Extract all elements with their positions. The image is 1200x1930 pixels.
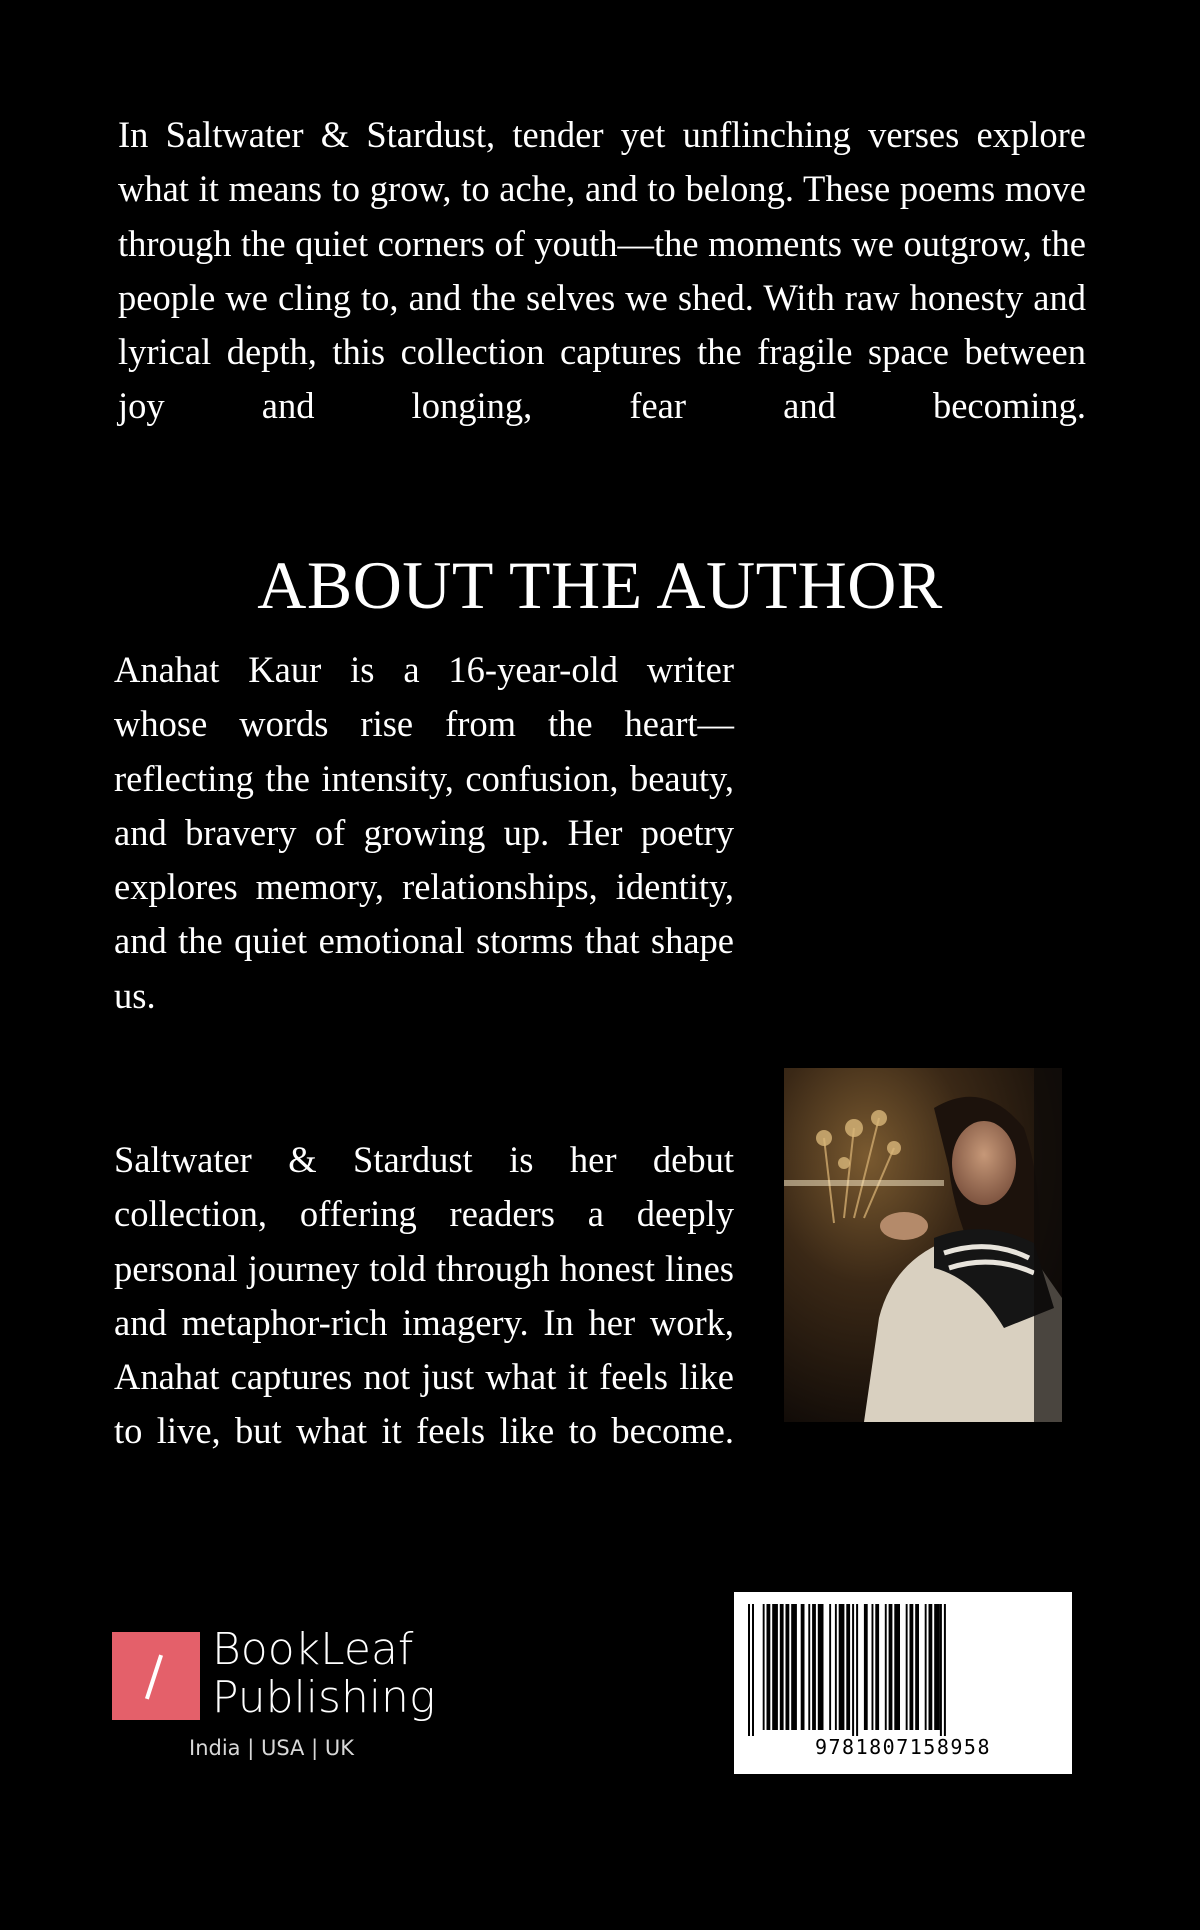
barcode-bar [801, 1604, 805, 1730]
barcode-bar [835, 1604, 837, 1730]
barcode-bar [748, 1604, 750, 1736]
barcode-bar [852, 1604, 854, 1736]
barcode-bar [934, 1604, 940, 1730]
author-photo [784, 1068, 1062, 1422]
barcode-bar [910, 1604, 914, 1730]
barcode-bar [846, 1604, 850, 1730]
barcode-bar [894, 1604, 900, 1730]
isbn-barcode [734, 1592, 1072, 1774]
barcode-bar [812, 1604, 816, 1730]
barcode-bar [856, 1604, 858, 1736]
publisher-name [212, 1626, 435, 1722]
barcode-bar [829, 1604, 831, 1730]
back-cover-blurb [118, 108, 1086, 434]
barcode-bar [864, 1604, 868, 1730]
barcode-bar [780, 1604, 784, 1730]
barcode-bar [875, 1604, 879, 1730]
barcode-bar [772, 1604, 778, 1730]
barcode-bar [889, 1604, 893, 1730]
author-bio-paragraph-2 [114, 1133, 734, 1459]
about-author-heading: ABOUT THE AUTHOR [257, 547, 943, 623]
barcode-bar [944, 1604, 946, 1736]
publisher-regions: India | USA | UK [189, 1736, 354, 1760]
barcode-bar [915, 1604, 919, 1730]
blurb-text: In Saltwater & Stardust, tender yet unflinching verses explore what it means to grow, to ache, and to belong. These poems move through the quiet corners of youth—the moments we outgrow, the people we cling to, and the selves we shed. With raw honesty and lyrical depth, this collection captures the fragile space between joy and longing, fear and becoming. [118, 114, 1086, 427]
barcode-bar [929, 1604, 933, 1730]
barcode-bar [752, 1604, 754, 1736]
barcode-bar [767, 1604, 771, 1730]
barcode-bar [786, 1604, 790, 1730]
barcode-bar [940, 1604, 942, 1736]
barcode-bar [872, 1604, 874, 1730]
barcode-bar [925, 1604, 927, 1730]
barcode-bar [818, 1604, 824, 1730]
barcode-bar [839, 1604, 845, 1730]
barcode-bar [791, 1604, 797, 1730]
publisher-logo-mark [112, 1632, 200, 1720]
publisher-name-line-2: Publishing [212, 1672, 436, 1723]
barcode-bar [808, 1604, 810, 1730]
barcode-bar [885, 1604, 887, 1730]
barcode-bar [763, 1604, 765, 1730]
author-bio-paragraph-1 [114, 643, 734, 1023]
publisher-logo [112, 1624, 452, 1770]
barcode-bar [906, 1604, 908, 1730]
publisher-name-line-1: BookLeaf [212, 1624, 414, 1675]
slash-icon [145, 1655, 163, 1700]
bio-text-2: Saltwater & Stardust is her debut collection, offering readers a deeply personal journey told through honest lines and metaphor-rich imagery. In her work, Anahat captures not just what it feels like to live, but what it feels like to become. [114, 1139, 734, 1452]
isbn-number: 9781807158958 [814, 1735, 992, 1759]
bio-text-1: Anahat Kaur is a 16-year-old writer whose words rise from the heart—reflecting the intensity, confusion, beauty, and bravery of growing up. Her poetry explores memory, relationships, identity, and the quiet emotional storms that shape us. [114, 649, 734, 1016]
